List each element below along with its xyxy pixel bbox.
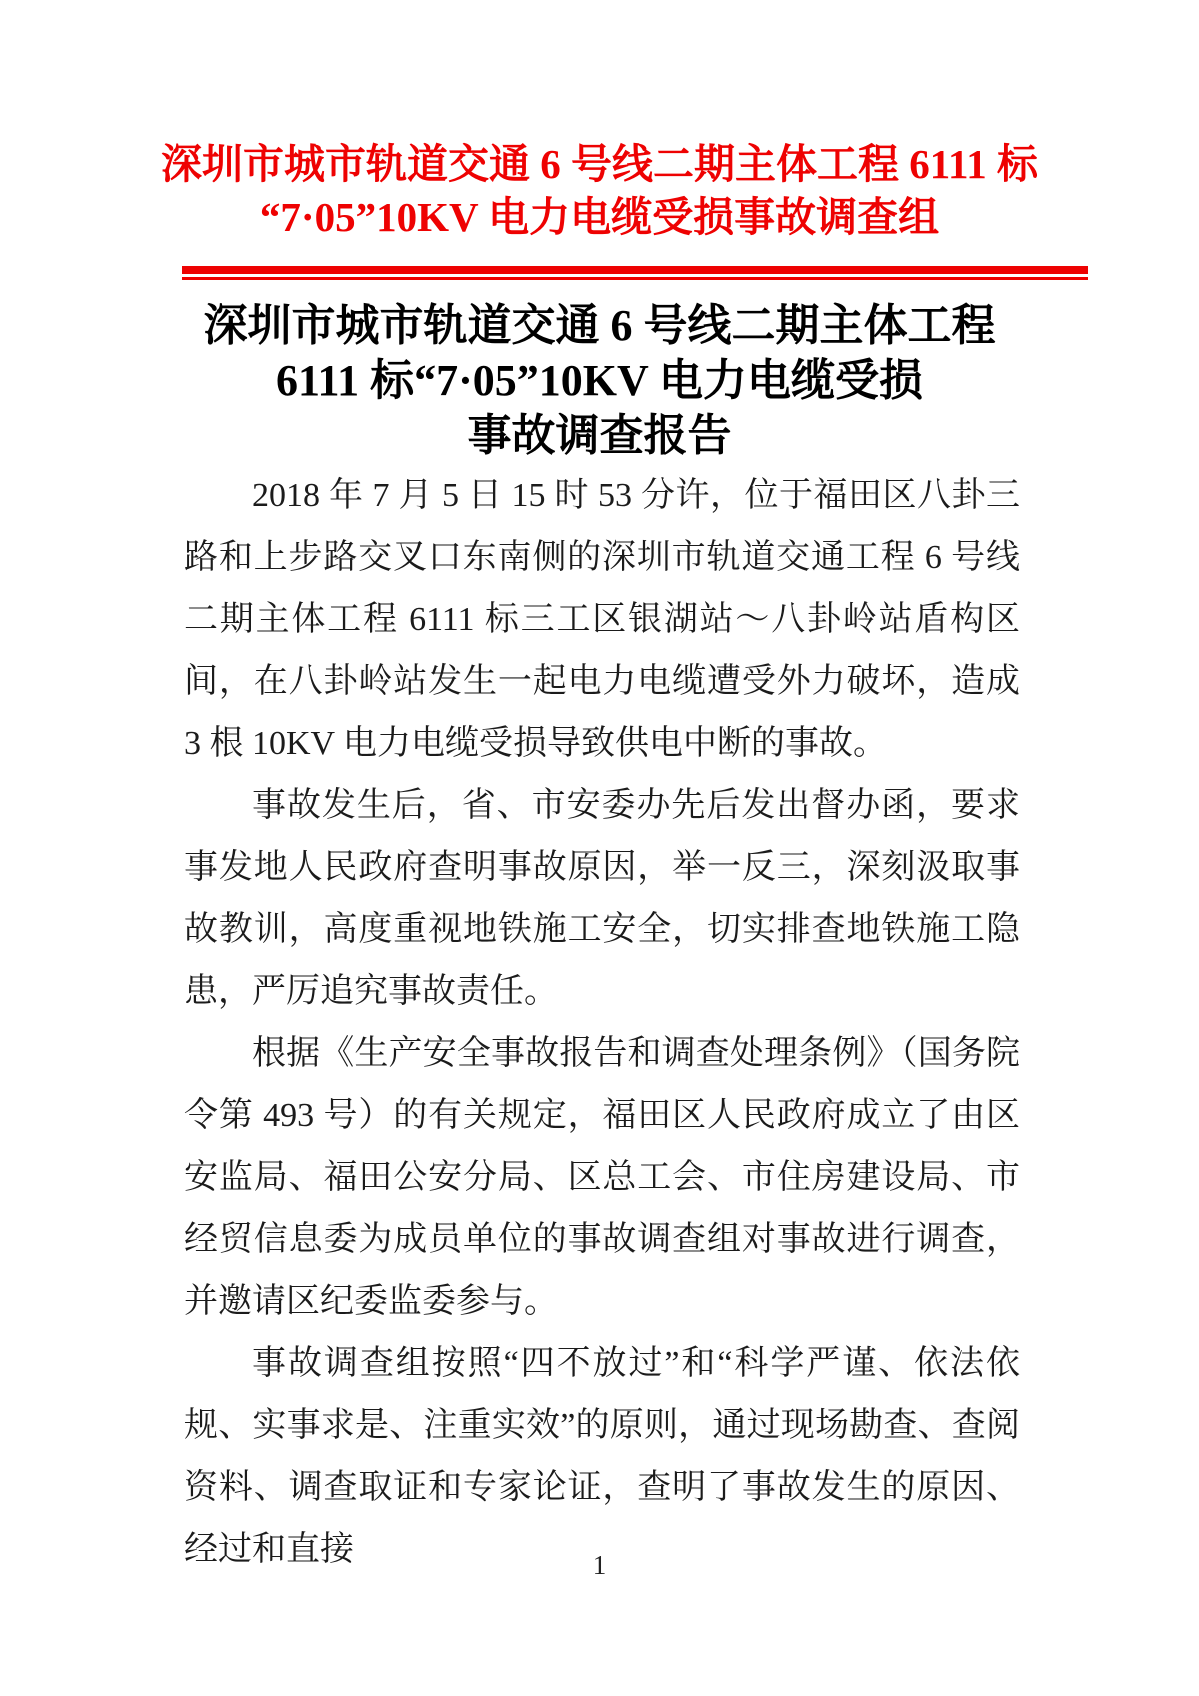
paragraph-incident-summary: 2018 年 7 月 5 日 15 时 53 分许，位于福田区八卦三路和上步路交叉口东南侧的深圳市轨道交通工程 6 号线二期主体工程 6111 标三工区银湖站～八卦岭站盾构区间，在八卦岭站发生一起电力电缆遭受外力破坏，造成 3 根 10KV 电力电缆受损导致供电中断的事故。 xyxy=(184,477,1020,762)
letterhead-double-rule xyxy=(182,266,1088,280)
report-body xyxy=(184,465,1020,1581)
letterhead xyxy=(0,0,1199,280)
rule-thin-bar xyxy=(182,277,1088,280)
letterhead-line2: “7·05”10KV 电力电缆受损事故调查组 xyxy=(259,194,940,240)
document-title xyxy=(0,298,1199,463)
page-number: 1 xyxy=(592,1550,607,1580)
paragraph-investigation-principles: 事故调查组按照“四不放过”和“科学严谨、依法依规、实事求是、注重实效”的原则，通过现场勘查、查阅资料、调查取证和专家论证，查明了事故发生的原因、经过和直接 xyxy=(184,1345,1020,1568)
rule-thick-bar xyxy=(182,266,1088,274)
title-line2: 6111 标“7·05”10KV 电力电缆受损 xyxy=(275,356,924,405)
letterhead-line1: 深圳市城市轨道交通 6 号线二期主体工程 6111 标 xyxy=(161,141,1038,187)
paragraph-investigation-team: 根据《生产安全事故报告和调查处理条例》（国务院令第 493 号）的有关规定，福田区人民政府成立了由区安监局、福田公安分局、区总工会、市住房建设局、市经贸信息委为成员单位的事故调查组对事故进行调查，并邀请区纪委监委参与。 xyxy=(184,1035,1020,1320)
title-line1: 深圳市城市轨道交通 6 号线二期主体工程 xyxy=(203,301,996,350)
paragraph-supervision-letters: 事故发生后，省、市安委办先后发出督办函，要求事发地人民政府查明事故原因，举一反三，深刻汲取事故教训，高度重视地铁施工安全，切实排查地铁施工隐患，严厉追究事故责任。 xyxy=(184,787,1020,1010)
title-line3: 事故调查报告 xyxy=(467,411,732,460)
